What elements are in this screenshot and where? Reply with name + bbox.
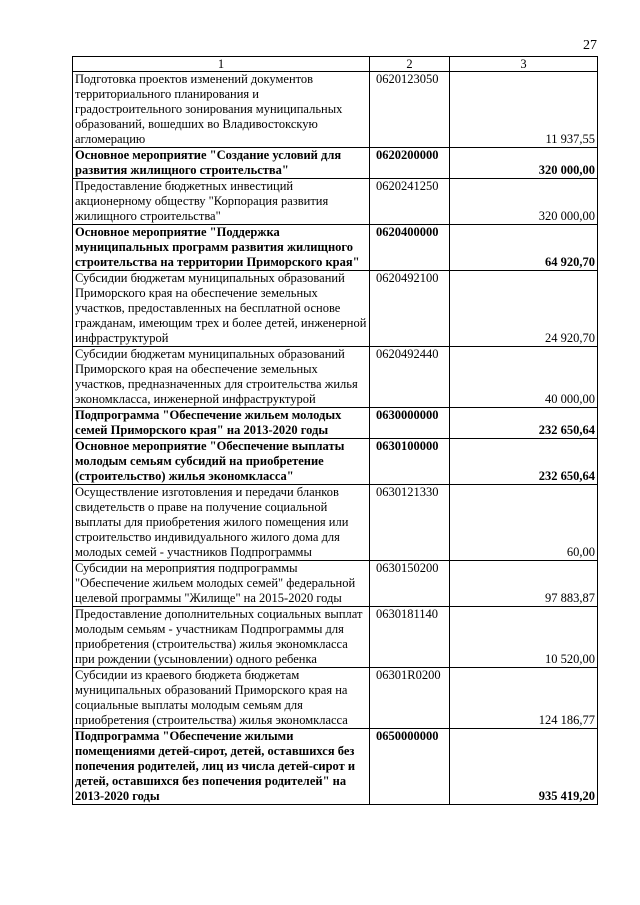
table-row — [73, 225, 598, 271]
row-code: 0620241250 — [370, 179, 450, 225]
row-amount: 97 883,87 — [450, 561, 598, 607]
budget-table — [72, 56, 598, 805]
table-row — [73, 439, 598, 485]
table-row — [73, 72, 598, 148]
row-amount: 232 650,64 — [450, 439, 598, 485]
page-number: 27 — [583, 38, 597, 53]
table-row — [73, 271, 598, 347]
row-name: Подпрограмма "Обеспечение жильем молодых семей Приморского края" на 2013-2020 годы — [73, 408, 370, 439]
table-row — [73, 668, 598, 729]
row-code: 0630000000 — [370, 408, 450, 439]
table-row — [73, 179, 598, 225]
table-row — [73, 561, 598, 607]
row-code: 0620200000 — [370, 148, 450, 179]
row-name: Субсидии бюджетам муниципальных образований Приморского края на обеспечение земельных участков, предоставленных на бесплатной основе гражданам, имеющим трех и более детей, инженерной инфраструктурой — [73, 271, 370, 347]
row-name: Подпрограмма "Обеспечение жилыми помещениями детей-сирот, детей, оставшихся без попечения родителей, лиц из числа детей-сирот и детей, оставшихся без попечения родителей" на 2013-2020 годы — [73, 729, 370, 805]
row-code: 0620492100 — [370, 271, 450, 347]
table-row — [73, 408, 598, 439]
table-row — [73, 347, 598, 408]
row-name: Подготовка проектов изменений документов территориального планирования и градостроительного зонирования муниципальных образований, вошедших во Владивостокскую агломерацию — [73, 72, 370, 148]
table-row — [73, 485, 598, 561]
row-name: Предоставление дополнительных социальных выплат молодым семьям - участникам Подпрограммы для приобретения (строительства) жилья экономкласса при рождении (усыновлении) одного ребенка — [73, 607, 370, 668]
row-name: Осуществление изготовления и передачи бланков свидетельств о праве на получение социальной выплаты для приобретения жилого помещения или строительство индивидуального жилого дома для молодых семей - участников Подпрограммы — [73, 485, 370, 561]
row-amount: 40 000,00 — [450, 347, 598, 408]
row-name: Субсидии на мероприятия подпрограммы "Обеспечение жильем молодых семей" федеральной целевой программы "Жилище" на 2015-2020 годы — [73, 561, 370, 607]
row-amount: 60,00 — [450, 485, 598, 561]
row-amount: 320 000,00 — [450, 148, 598, 179]
row-name: Основное мероприятие "Поддержка муниципальных программ развития жилищного строительства на территории Приморского края" — [73, 225, 370, 271]
row-amount: 10 520,00 — [450, 607, 598, 668]
row-code: 0620400000 — [370, 225, 450, 271]
column-header-code: 2 — [370, 57, 450, 72]
column-header-amount: 3 — [450, 57, 598, 72]
row-code: 06301R0200 — [370, 668, 450, 729]
row-name: Основное мероприятие "Обеспечение выплаты молодым семьям субсидий на приобретение (строительство) жилья экономкласса" — [73, 439, 370, 485]
row-name: Субсидии бюджетам муниципальных образований Приморского края на обеспечение земельных участков, предназначенных для строительства жилья экономкласса, инженерной инфраструктурой — [73, 347, 370, 408]
row-amount: 232 650,64 — [450, 408, 598, 439]
table-row — [73, 148, 598, 179]
row-code: 0630121330 — [370, 485, 450, 561]
row-code: 0620492440 — [370, 347, 450, 408]
row-code: 0630150200 — [370, 561, 450, 607]
header-row — [73, 57, 598, 72]
table-row — [73, 607, 598, 668]
row-amount: 64 920,70 — [450, 225, 598, 271]
row-name: Предоставление бюджетных инвестиций акционерному обществу "Корпорация развития жилищного строительства" — [73, 179, 370, 225]
row-amount: 935 419,20 — [450, 729, 598, 805]
row-amount: 320 000,00 — [450, 179, 598, 225]
row-amount: 24 920,70 — [450, 271, 598, 347]
row-amount: 11 937,55 — [450, 72, 598, 148]
row-name: Основное мероприятие "Создание условий для развития жилищного строительства" — [73, 148, 370, 179]
row-code: 0630181140 — [370, 607, 450, 668]
row-code: 0650000000 — [370, 729, 450, 805]
column-header-name: 1 — [73, 57, 370, 72]
row-code: 0630100000 — [370, 439, 450, 485]
row-name: Субсидии из краевого бюджета бюджетам муниципальных образований Приморского края на социальные выплаты молодым семьям для приобретения (строительства) жилья экономкласса — [73, 668, 370, 729]
table-row — [73, 729, 598, 805]
row-code: 0620123050 — [370, 72, 450, 148]
row-amount: 124 186,77 — [450, 668, 598, 729]
